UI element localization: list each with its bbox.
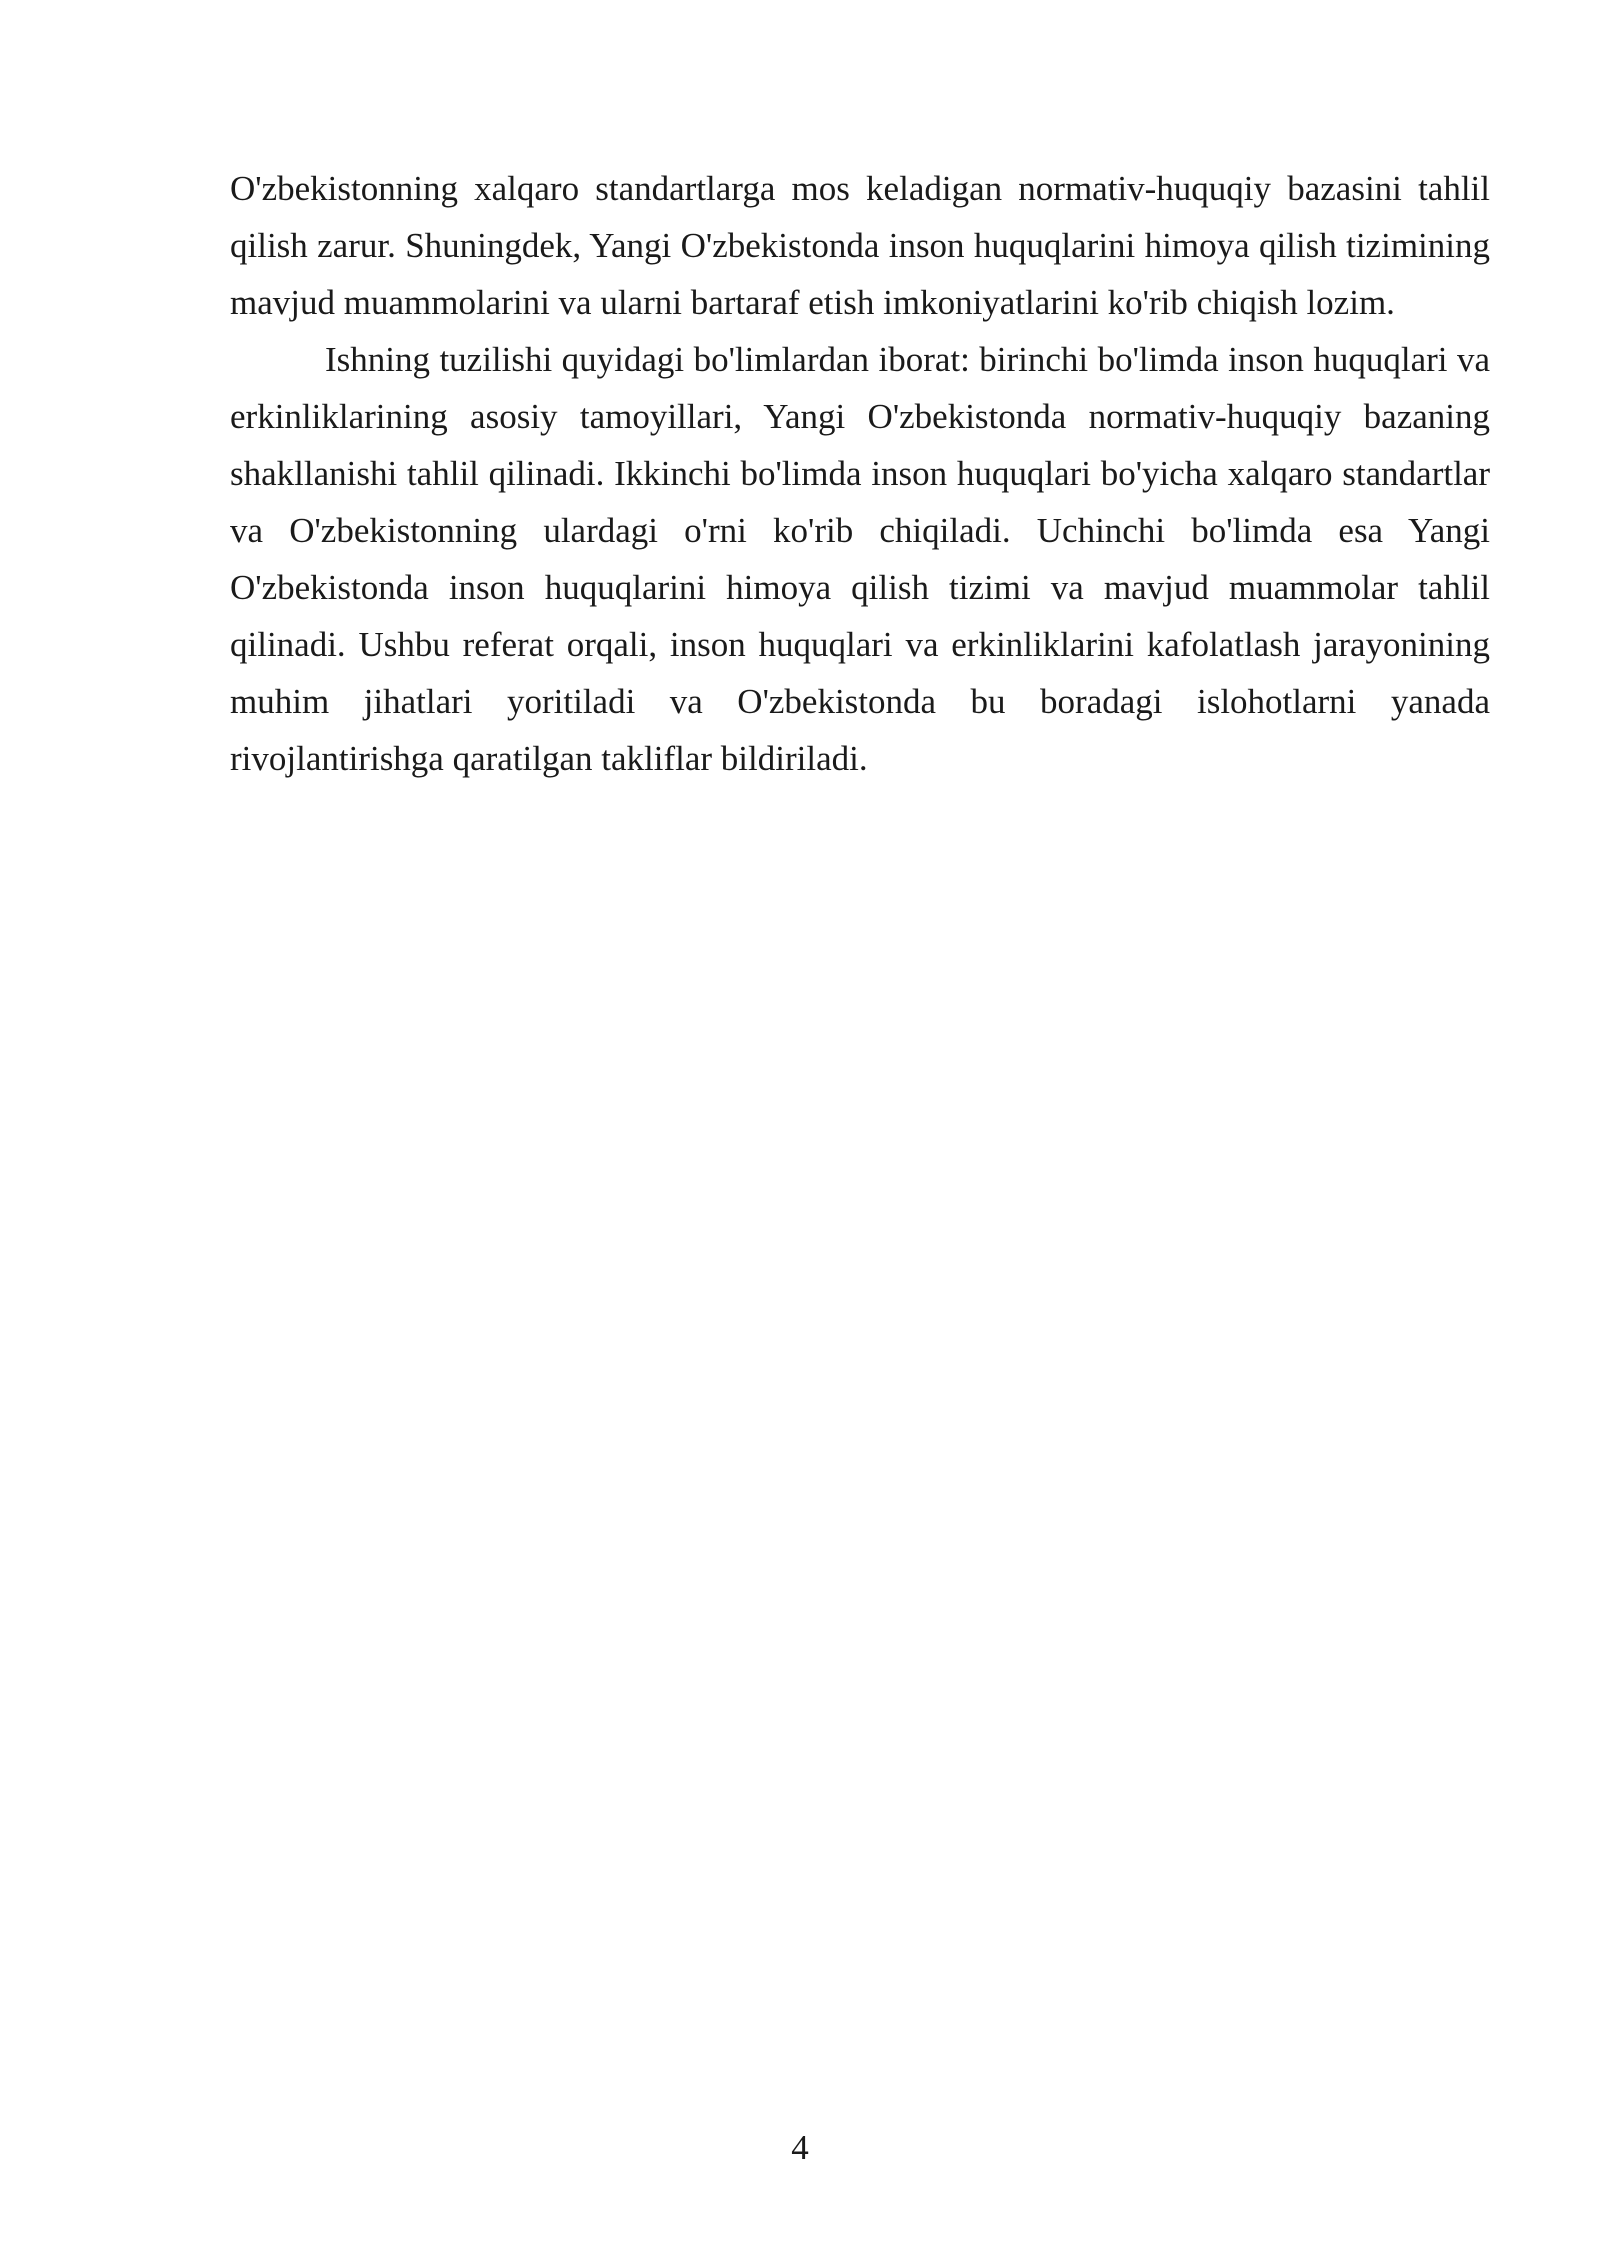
paragraph-continuation: O'zbekistonning xalqaro standartlarga mos keladigan normativ-huquqiy bazasini tahlil qilish zarur. Shuningdek, Yangi O'zbekistonda inson huquqlarini himoya qilish tizimining mavjud muammolarini va ularni bartaraf etish imkoniyatlarini ko'rib chiqish lozim. [230, 169, 1490, 322]
page-number: 4 [791, 2128, 809, 2167]
paragraph-structure: Ishning tuzilishi quyidagi bo'limlardan iborat: birinchi bo'limda inson huquqlari va erkinliklarining asosiy tamoyillari, Yangi O'zbekistonda normativ-huquqiy bazaning shakllanishi tahlil qilinadi. Ikkinchi bo'limda inson huquqlari bo'yicha xalqaro standartlar va O'zbekistonning ulardagi o'rni ko'rib chiqiladi. Uchinchi bo'limda esa Yangi O'zbekistonda inson huquqlarini himoya qilish tizimi va mavjud muammolar tahlil qilinadi. Ushbu referat orqali, inson huquqlari va erkinliklarini kafolatlash jarayonining muhim jihatlari yoritiladi va O'zbekistonda bu boradagi islohotlarni yanada rivojlantirishga qaratilgan takliflar bildiriladi. [230, 340, 1490, 778]
body-text [230, 160, 1490, 787]
